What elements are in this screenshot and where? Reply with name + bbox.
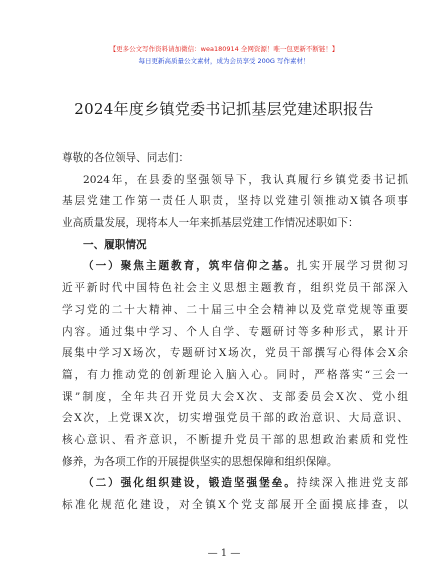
intro-line-1: 2024年，在县委的坚强领导下，我认真履行乡镇党委书记抓 xyxy=(83,173,408,186)
paragraph-line: 课”制度，全年共召开党员大会X次、支部委员会X次、党小组 xyxy=(62,390,408,403)
paragraph-line: 核心意识、看齐意识，不断提升党员干部的思想政治素质和党性 xyxy=(62,433,408,446)
document-title: 2024年度乡镇党委书记抓基层党建述职报告 xyxy=(74,100,374,118)
document-body xyxy=(62,148,408,517)
section1-heading: （一）聚焦主题教育，筑牢信仰之基。 xyxy=(83,260,297,273)
section1-first-line xyxy=(62,256,408,278)
paragraph-line: 展集中学习X场次，专题研讨X场次，党员干部撰写心得体会X余 xyxy=(62,347,408,360)
section2-heading: （二）强化组织建设，锻造坚强堡垒。 xyxy=(83,477,297,490)
promo-banner-line-2: 每日更新高质量公文素材，成为会员享受 200G 写作素材！ xyxy=(138,57,310,65)
section1-first-text: 扎实开展学习贯彻习 xyxy=(296,260,408,273)
section2-first-line xyxy=(62,473,408,495)
page-number: — 1 — xyxy=(207,548,241,559)
paragraph-line: 标准化规范化建设，对全镇X个党支部展开全面摸底排查，以 xyxy=(62,499,408,511)
paragraph-line: 会X次，上党课X次，切实增强党员干部的政治意识、大局意识、 xyxy=(62,412,408,425)
paragraph-line: 学习党的二十大精神、二十届三中全会精神以及党章党规等重要 xyxy=(62,303,408,316)
paragraph-line: 内容。通过集中学习、个人自学、专题研讨等多种形式，累计开 xyxy=(62,325,408,338)
intro-line-2: 基层党建工作第一责任人职责，坚持以党建引领推动X镇各项事 xyxy=(62,195,408,208)
paragraph-line: 篇，有力推动党的创新理论入脑入心。同时，严格落实“三会一 xyxy=(62,368,408,381)
paragraph-line: 近平新时代中国特色社会主义思想主题教育，组织党员干部深入 xyxy=(62,282,408,295)
intro-line-3: 业高质量发展，现将本人一年来抓基层党建工作情况述职如下： xyxy=(62,217,359,230)
salutation: 尊敬的各位领导、同志们： xyxy=(62,152,190,164)
heading-performance: 一、履职情况 xyxy=(83,238,147,251)
section2-first-text: 持续深入推进党支部 xyxy=(296,477,408,490)
promo-banner-line-1: 【更多公文写作资料请加微信：wea180914 全网资源！唯一包更新不断链！】 xyxy=(109,45,339,53)
paragraph-line: 修养，为各项工作的开展提供坚实的思想保障和组织保障。 xyxy=(62,455,338,468)
